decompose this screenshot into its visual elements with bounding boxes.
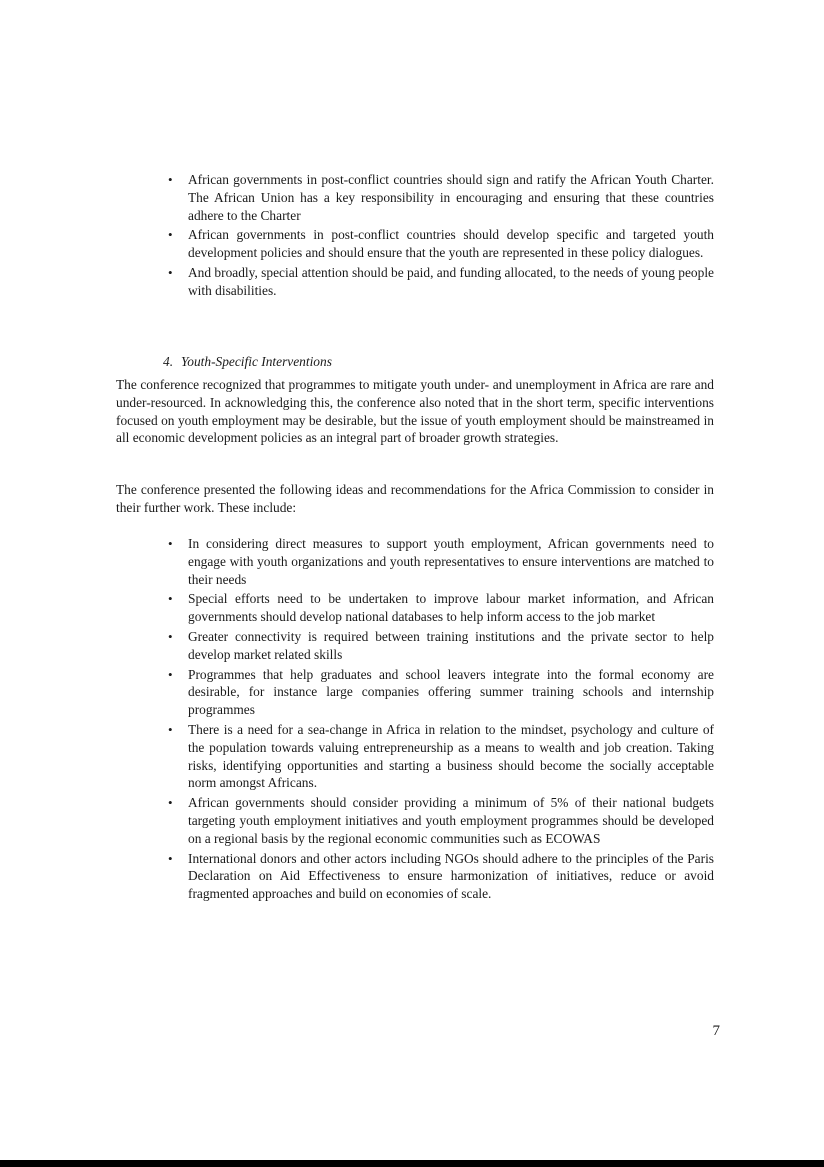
scan-border — [0, 1160, 824, 1167]
recommendations-intro-paragraph: The conference presented the following ideas and recommendations for the Africa Commission to consider in their further work. These include: — [116, 482, 714, 515]
bullet-icon: • — [168, 264, 173, 280]
list-item — [116, 264, 714, 300]
section-heading — [163, 354, 332, 370]
list-item — [116, 850, 714, 903]
bullet-icon: • — [168, 721, 173, 737]
list-item-text: And broadly, special attention should be paid, and funding allocated, to the needs of young people with disabilities. — [188, 264, 714, 298]
bullet-icon: • — [168, 850, 173, 866]
list-item — [116, 535, 714, 588]
recommendations-list-post-conflict — [116, 171, 714, 302]
bullet-icon: • — [168, 795, 173, 811]
list-item — [116, 628, 714, 664]
list-item-text: Greater connectivity is required between training institutions and the private sector to help develop market related skills — [188, 628, 714, 662]
list-item — [116, 666, 714, 719]
bullet-icon: • — [168, 591, 173, 607]
list-item-text: Programmes that help graduates and school leavers integrate into the formal economy are desirable, for instance large companies offering summer training schools and internship programmes — [188, 666, 714, 718]
section-title: Youth-Specific Interventions — [181, 354, 332, 369]
list-item-text: In considering direct measures to support youth employment, African governments need to engage with youth organizations and youth representatives to ensure interventions are matched to their needs — [188, 536, 714, 587]
bullet-icon: • — [168, 172, 173, 187]
bullet-icon: • — [168, 628, 173, 644]
list-item-text: African governments in post-conflict countries should develop specific and targeted youth development policies and should ensure that the youth are represented in these policy dialogues. — [188, 227, 714, 261]
list-item-text: There is a need for a sea-change in Africa in relation to the mindset, psychology and culture of the population towards valuing entrepreneurship as a means to wealth and job creation. Taking risks, identifying opportunities and starting a business should become the socially acceptable norm amongst Africans. — [188, 721, 714, 791]
bullet-icon: • — [168, 536, 173, 551]
list-item — [116, 171, 714, 224]
list-item — [116, 226, 714, 262]
section-number: 4. — [163, 354, 174, 369]
list-item-text: African governments should consider providing a minimum of 5% of their national budgets targeting youth employment initiatives and youth employment programmes should be developed on a regional basis by the regional economic communities such as ECOWAS — [188, 795, 714, 846]
list-item-text: International donors and other actors including NGOs should adhere to the principles of the Paris Declaration on Aid Effectiveness to ensure harmonization of initiatives, reduce or avoid fragmented approaches and build on economies of scale. — [188, 850, 714, 902]
list-item — [116, 590, 714, 626]
list-item — [116, 794, 714, 847]
list-item — [116, 721, 714, 792]
bullet-icon: • — [168, 666, 173, 682]
list-item-text: Special efforts need to be undertaken to improve labour market information, and African governments should develop national databases to help inform access to the job market — [188, 591, 714, 625]
bullet-icon: • — [168, 227, 173, 243]
recommendations-list-youth-employment — [116, 535, 714, 905]
intro-paragraph: The conference recognized that programmes to mitigate youth under- and unemployment in Africa are rare and under-resourced. In acknowledging this, the conference also noted that in the short term, specific interventions focused on youth employment may be desirable, but the issue of youth employment should be mainstreamed in all economic development policies as an integral part of broader growth strategies. — [116, 377, 714, 446]
page-number: 7 — [712, 1023, 720, 1039]
list-item-text: African governments in post-conflict countries should sign and ratify the African Youth Charter. The African Union has a key responsibility in encouraging and ensuring that these countries adhere to the Charter — [188, 172, 714, 223]
